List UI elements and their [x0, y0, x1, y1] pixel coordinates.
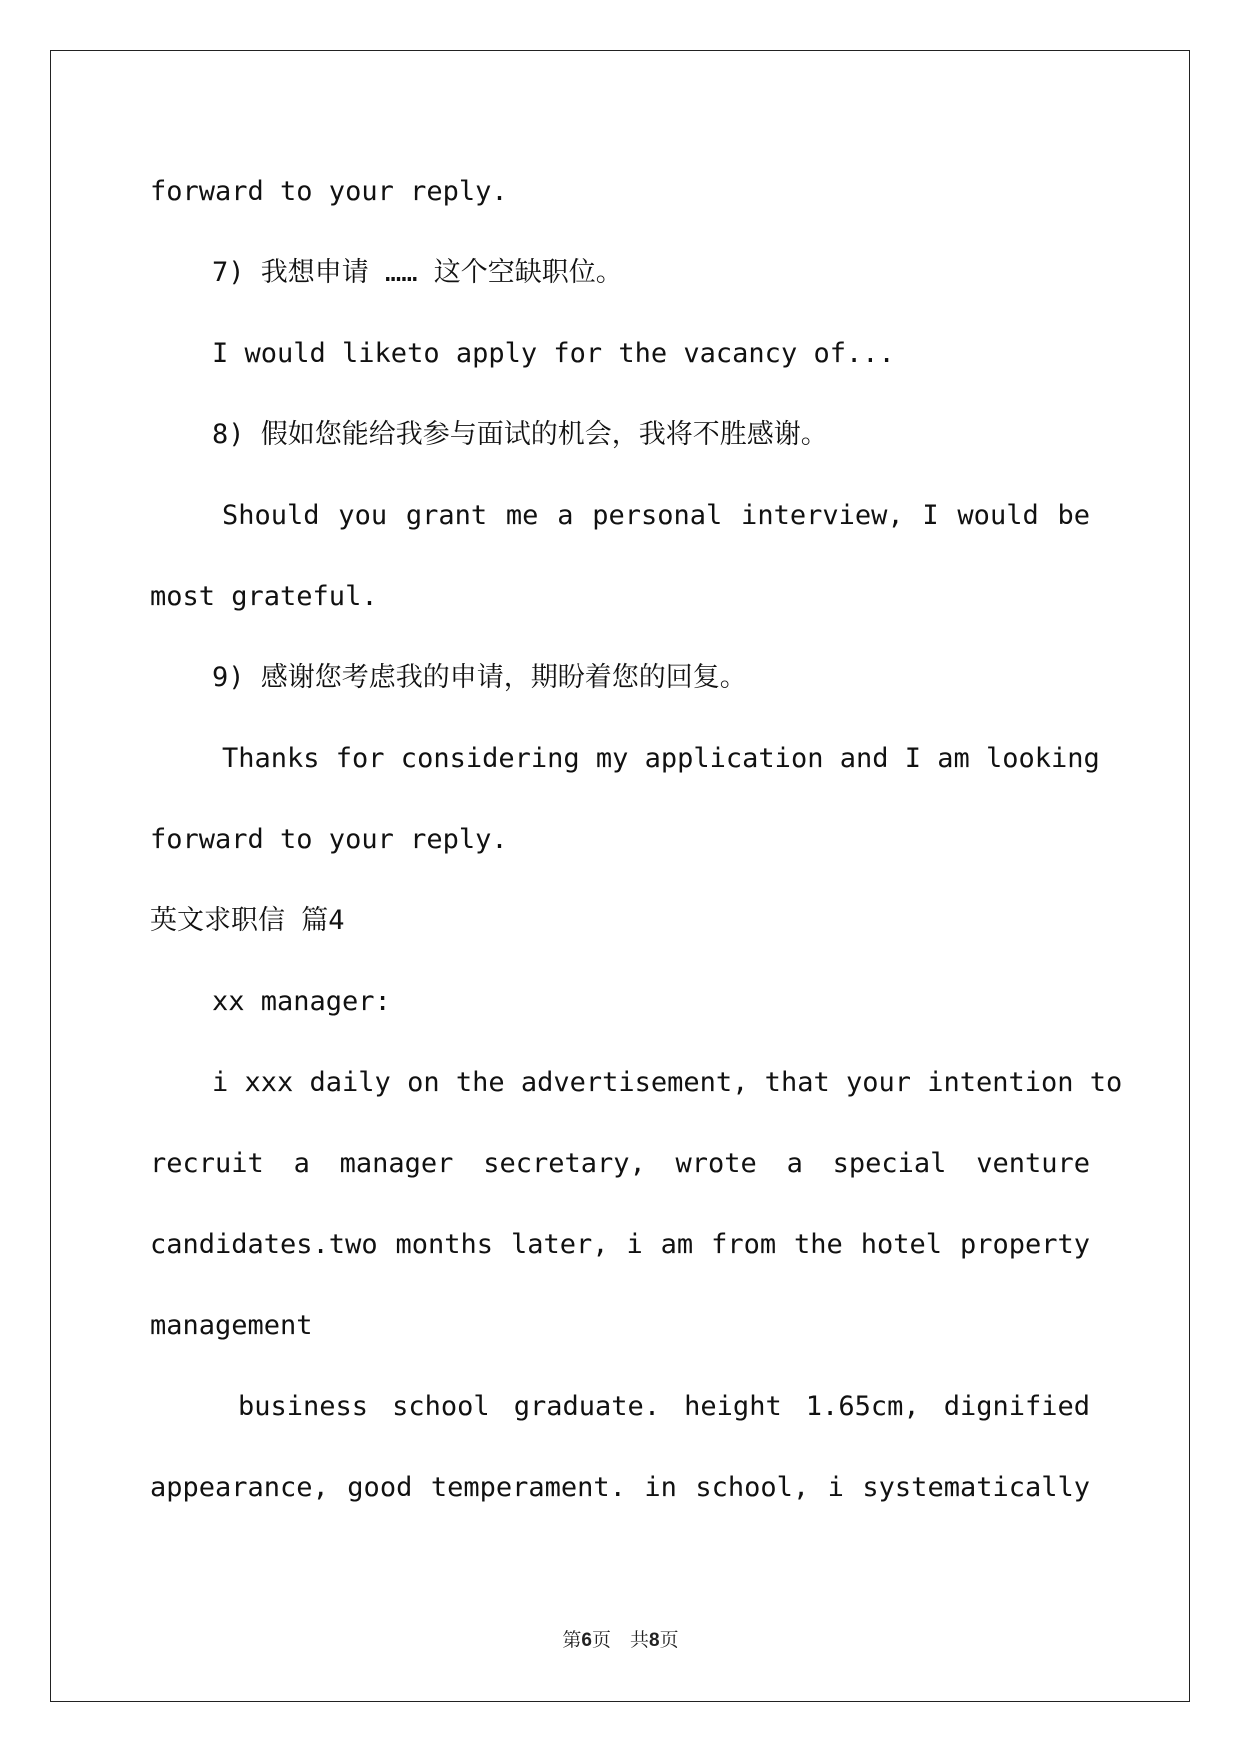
body-line: recruit a manager secretary, wrote a special venture: [150, 1148, 1090, 1179]
body-line: forward to your reply.: [150, 176, 508, 207]
body-line: Thanks for considering my application and I am looking: [222, 743, 1100, 774]
footer-current-page: 6: [581, 1630, 592, 1651]
body-line: xx manager:: [212, 986, 391, 1017]
footer-mid: 页 共: [591, 1629, 649, 1651]
body-line: 9) 感谢您考虑我的申请，期盼着您的回复。: [212, 662, 747, 693]
body-line: 8) 假如您能给我参与面试的机会，我将不胜感谢。: [212, 419, 828, 450]
body-line: management: [150, 1310, 313, 1341]
page-number-footer: [0, 1628, 1241, 1653]
footer-total-pages: 8: [649, 1630, 660, 1651]
body-line: appearance, good temperament. in school, i systematically: [150, 1472, 1090, 1503]
footer-suffix: 页: [659, 1629, 679, 1651]
section-heading: 英文求职信 篇4: [150, 905, 345, 936]
body-line: 7) 我想申请 …… 这个空缺职位。: [212, 257, 623, 288]
footer-prefix: 第: [562, 1629, 582, 1651]
body-line: i xxx daily on the advertisement, that your intention to: [212, 1067, 1123, 1098]
body-line: most grateful.: [150, 581, 378, 612]
body-line: Should you grant me a personal interview, I would be: [222, 500, 1090, 531]
body-line: forward to your reply.: [150, 824, 508, 855]
body-line: candidates.two months later, i am from the hotel property: [150, 1229, 1090, 1260]
body-line: business school graduate. height 1.65cm, dignified: [238, 1391, 1090, 1422]
page-border: [50, 50, 1190, 1702]
body-line: I would liketo apply for the vacancy of...: [212, 338, 895, 369]
